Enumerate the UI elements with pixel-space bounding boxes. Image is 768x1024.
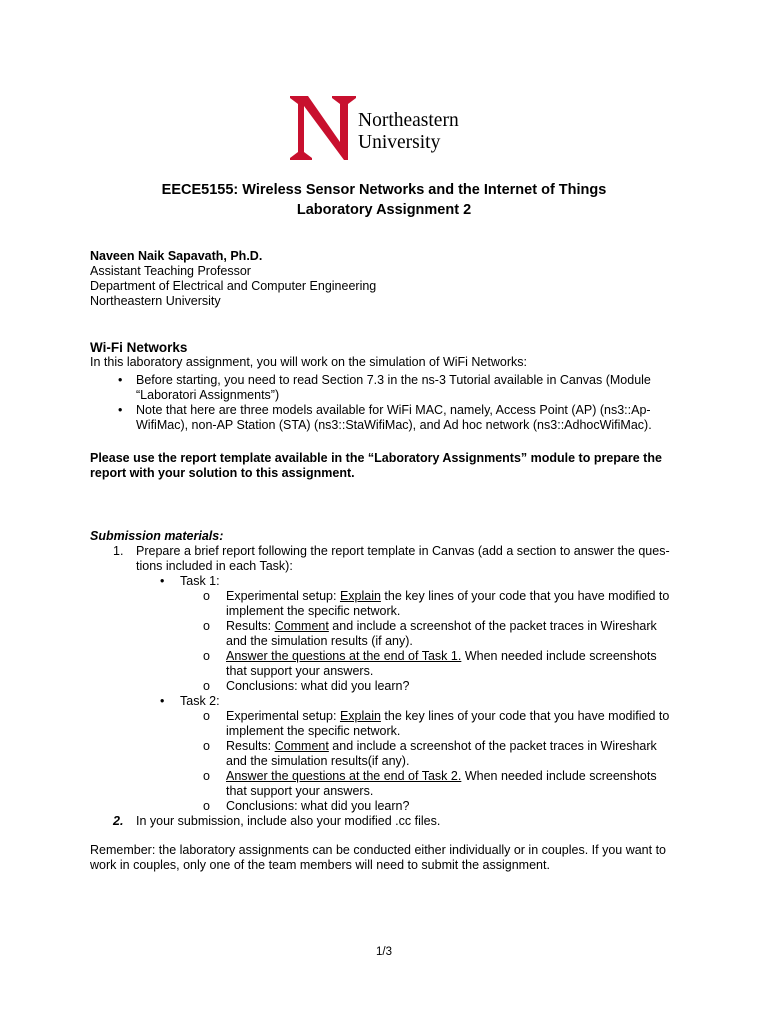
item-2-text: In your submission, include also your modified .cc files.: [136, 814, 441, 828]
n-logo-mark: [288, 92, 358, 162]
circle-marker: o: [203, 799, 210, 813]
university-logo: [288, 92, 488, 162]
task-1-answers: [226, 649, 657, 664]
res-label: Comment: [274, 619, 329, 633]
author-block: [90, 249, 690, 309]
exp-label: Explain: [339, 589, 381, 603]
circle-marker: o: [203, 709, 210, 723]
task-2-results-line-2: and the simulation results(if any).: [226, 754, 410, 768]
author-name: Naveen Naik Sapavath, Ph.D.: [90, 249, 263, 263]
res-suffix: and include a screenshot of the packet traces in Wireshark: [328, 619, 657, 633]
wifi-section: [90, 340, 690, 370]
wifi-bullet-2-line-2: WifiMac), non-AP Station (STA) (ns3::StaWifiMac), and Ad hoc network (ns3::AdhocWifiMac).: [136, 418, 652, 432]
exp-suffix: the key lines of your code that you have modified to: [380, 589, 670, 603]
ans-suffix: When needed include screenshots: [461, 649, 657, 663]
ans-suffix: When needed include screenshots: [461, 769, 657, 783]
item-1-line-2: tions included in each Task):: [136, 559, 293, 573]
res-prefix: Results:: [226, 619, 275, 633]
task-2-answers: [226, 769, 657, 784]
remember-line-1: Remember: the laboratory assignments can be conducted either individually or in couples. If you want to: [90, 843, 667, 857]
res-label: Comment: [274, 739, 329, 753]
task-1-results-line-2: and the simulation results (if any).: [226, 634, 413, 648]
task-1-conclusions: Conclusions: what did you learn?: [226, 679, 410, 693]
task-1-answers-line-2: that support your answers.: [226, 664, 374, 678]
task-2-experimental-setup: [226, 709, 669, 724]
task-2-answers-line-2: that support your answers.: [226, 784, 374, 798]
circle-marker: o: [203, 679, 210, 693]
res-prefix: Results:: [226, 739, 275, 753]
wifi-bullet-1-line-2: “Laboratori Assignments”): [136, 388, 280, 402]
bullet-marker: •: [160, 694, 165, 708]
task-1-experimental-setup: [226, 589, 669, 604]
task-2-results: [226, 739, 657, 754]
exp-label: Explain: [339, 709, 381, 723]
logo-line-1: Northeastern: [358, 110, 459, 131]
ans-label: Answer the questions at the end of Task 1.: [226, 649, 462, 663]
report-note-line-1: Please use the report template available in the “Laboratory Assignments” module to prepare the: [90, 451, 662, 465]
document-title-line-2: Laboratory Assignment 2: [296, 202, 472, 218]
wifi-bullet-1-line-1: Before starting, you need to read Section 7.3 in the ns-3 Tutorial available in Canvas (Module: [136, 373, 651, 387]
logo-wordmark: [358, 110, 459, 154]
task-2-label: Task 2:: [180, 694, 220, 708]
author-role: Assistant Teaching Professor: [90, 264, 251, 278]
submission-heading: Submission materials:: [90, 529, 224, 543]
task-1-label: Task 1:: [180, 574, 220, 588]
logo-line-2: University: [358, 132, 441, 153]
wifi-intro: In this laboratory assignment, you will work on the simulation of WiFi Networks:: [90, 355, 527, 369]
task-1-results: [226, 619, 657, 634]
report-note-line-2: report with your solution to this assignment.: [90, 466, 355, 480]
task-1-experimental-setup-line-2: implement the specific network.: [226, 604, 401, 618]
remember-line-2: work in couples, only one of the team members will need to submit the assignment.: [90, 858, 550, 872]
item-1-number: 1.: [113, 544, 124, 558]
bullet-marker: •: [118, 403, 123, 417]
item-2-number: 2.: [113, 814, 124, 828]
bullet-marker: •: [160, 574, 165, 588]
task-2-experimental-setup-line-2: implement the specific network.: [226, 724, 401, 738]
circle-marker: o: [203, 589, 210, 603]
exp-prefix: Experimental setup:: [226, 709, 340, 723]
exp-suffix: the key lines of your code that you have modified to: [380, 709, 670, 723]
page-number: 1/3: [376, 946, 392, 958]
circle-marker: o: [203, 619, 210, 633]
res-suffix: and include a screenshot of the packet traces in Wireshark: [328, 739, 657, 753]
wifi-heading: Wi-Fi Networks: [90, 340, 188, 355]
item-1-line-1: Prepare a brief report following the report template in Canvas (add a section to answer the ques-: [136, 544, 670, 558]
circle-marker: o: [203, 649, 210, 663]
bullet-marker: •: [118, 373, 123, 387]
author-dept: Department of Electrical and Computer Engineering: [90, 279, 377, 293]
circle-marker: o: [203, 769, 210, 783]
author-org: Northeastern University: [90, 294, 221, 308]
circle-marker: o: [203, 739, 210, 753]
ans-label: Answer the questions at the end of Task 2.: [226, 769, 462, 783]
wifi-bullet-2-line-1: Note that here are three models available for WiFi MAC, namely, Access Point (AP) (ns3::Ap-: [136, 403, 651, 417]
document-title-line-1: EECE5155: Wireless Sensor Networks and the Internet of Things: [161, 182, 607, 198]
task-2-conclusions: Conclusions: what did you learn?: [226, 799, 410, 813]
exp-prefix: Experimental setup:: [226, 589, 340, 603]
